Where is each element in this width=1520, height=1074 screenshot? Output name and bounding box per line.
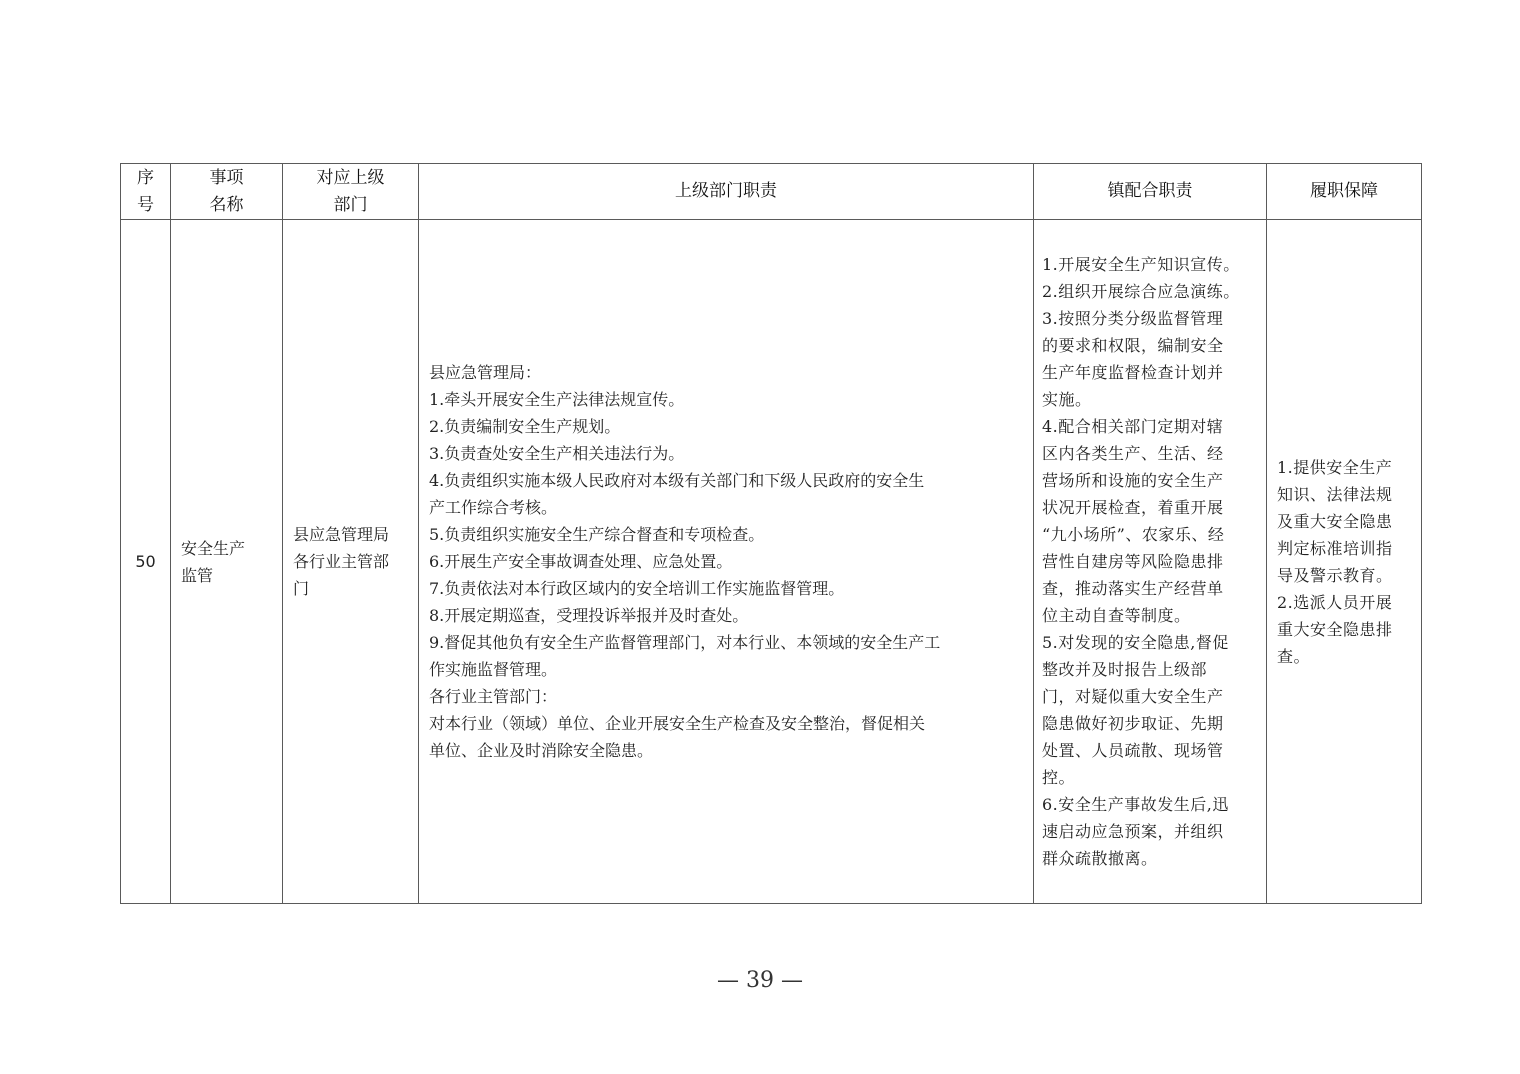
duty-table	[120, 163, 1422, 904]
cell-serial-number	[121, 220, 171, 904]
header-serial-number: 序 号	[121, 164, 171, 220]
performance-guarantee-text: 1.提供安全生产 知识、法律法规 及重大安全隐患 判定标准培训指 导及警示教育。 2.选派人员开展 重大安全隐患排 查。	[1277, 457, 1393, 666]
upper-duties-text: 县应急管理局： 1.牵头开展安全生产法律法规宣传。 2.负责编制安全生产规划。 3.负责查处安全生产相关违法行为。 4.负责组织实施本级人民政府对本级有关部门和下级人民政府的安全生 产工作综合考核。 5.负责组织实施安全生产综合督查和专项检查。 6.开展生产安全事故调查处理、应急处置。 7.负责依法对本行政区域内的安全培训工作实施监督管理。 8.开展定期巡查，受理投诉举报并及时查处。 9.督促其他负有安全生产监督管理部门，对本行业、本领域的安全生产工 作实施监督管理。 各行业主管部门： 对本行业（领域）单位、企业开展安全生产检查及安全整治，督促相关 单位、企业及时消除安全隐患。	[429, 363, 941, 760]
header-upper-duties: 上级部门职责	[419, 164, 1034, 220]
cell-performance-guarantee	[1267, 220, 1422, 904]
cell-town-duties	[1034, 220, 1267, 904]
upper-department-text: 县应急管理局 各行业主管部 门	[293, 525, 390, 598]
cell-item-name	[171, 220, 283, 904]
item-name-text: 安全生产 监管	[181, 538, 246, 585]
header-upper-department: 对应上级 部门	[283, 164, 419, 220]
town-duties-text: 1.开展安全生产知识宣传。 2.组织开展综合应急演练。 3.按照分类分级监督管理 的要求和权限，编制安全 生产年度监督检查计划并 实施。 4.配合相关部门定期对辖 区内各类生产、生活、经 营场所和设施的安全生产 状况开展检查，着重开展 “九小场所”、农家乐、经 营性自建房等风险隐患排 查，推动落实生产经营单 位主动自查等制度。 5.对发现的安全隐患,督促 整改并及时报告上级部 门，对疑似重大安全生产 隐患做好初步取证、先期 处置、人员疏散、现场管 控。 6.安全生产事故发生后,迅 速启动应急预案，并组织 群众疏散撤离。	[1042, 255, 1240, 868]
cell-upper-department	[283, 220, 419, 904]
cell-upper-duties	[419, 220, 1034, 904]
header-item-name: 事项 名称	[171, 164, 283, 220]
header-town-duties: 镇配合职责	[1034, 164, 1267, 220]
table-row	[121, 220, 1422, 904]
table-header-row	[121, 164, 1422, 220]
header-performance-guarantee: 履职保障	[1267, 164, 1422, 220]
page-number: — 39 —	[717, 968, 803, 993]
serial-number-text: 50	[135, 552, 156, 571]
